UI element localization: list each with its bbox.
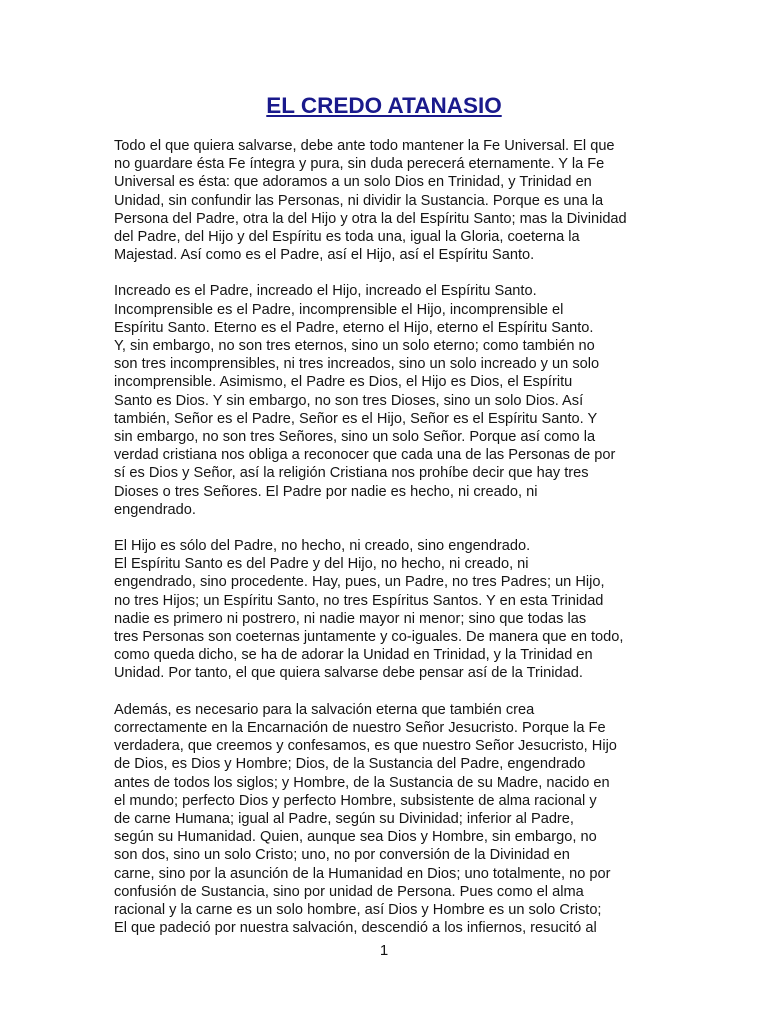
text-line: el mundo; perfecto Dios y perfecto Hombre, subsistente de alma racional y	[114, 792, 597, 809]
text-line: incomprensible. Asimismo, el Padre es Dios, el Hijo es Dios, el Espíritu	[114, 374, 573, 391]
text-line: El Hijo es sólo del Padre, no hecho, ni creado, sino engendrado.	[114, 538, 531, 555]
text-line: sí es Dios y Señor, así la religión Cristiana nos prohíbe decir que hay tres	[114, 465, 589, 482]
text-line: confusión de Sustancia, sino por unidad de Persona. Pues como el alma	[114, 883, 584, 900]
text-line: tres Personas son coeternas juntamente y co-iguales. De manera que en todo,	[114, 629, 624, 646]
text-line: Además, es necesario para la salvación eterna que también crea	[114, 701, 535, 718]
document-title	[0, 92, 768, 120]
text-line: como queda dicho, se ha de adorar la Unidad en Trinidad, y la Trinidad en	[114, 647, 593, 664]
text-line: no tres Hijos; un Espíritu Santo, no tres Espíritus Santos. Y en esta Trinidad	[114, 592, 604, 609]
text-line: engendrado.	[114, 501, 196, 518]
text-line: Dioses o tres Señores. El Padre por nadie es hecho, ni creado, ni	[114, 483, 538, 500]
text-line: El Espíritu Santo es del Padre y del Hijo, no hecho, ni creado, ni	[114, 556, 529, 573]
text-line: Unidad, sin confundir las Personas, ni dividir la Sustancia. Porque es una la	[114, 192, 604, 209]
text-line: no guardare ésta Fe íntegra y pura, sin duda perecerá eternamente. Y la Fe	[114, 156, 605, 173]
text-line: son tres incomprensibles, ni tres increados, sino un solo increado y un solo	[114, 356, 600, 373]
page-number: 1	[379, 942, 389, 959]
text-line: carne, sino por la asunción de la Humanidad en Dios; uno totalmente, no por	[114, 865, 611, 882]
text-line: Unidad. Por tanto, el que quiera salvarse debe pensar así de la Trinidad.	[114, 665, 583, 682]
text-line: Y, sin embargo, no son tres eternos, sino un solo eterno; como también no	[114, 338, 595, 355]
text-line: Universal es ésta: que adoramos a un solo Dios en Trinidad, y Trinidad en	[114, 174, 592, 191]
paragraph	[114, 701, 654, 938]
text-line: verdadera, que creemos y confesamos, es que nuestro Señor Jesucristo, Hijo	[114, 738, 617, 755]
text-line: racional y la carne es un solo hombre, así Dios y Hombre es un solo Cristo;	[114, 901, 602, 918]
text-line: Persona del Padre, otra la del Hijo y otra la del Espíritu Santo; mas la Divinidad	[114, 210, 627, 227]
text-line: Incomprensible es el Padre, incomprensible el Hijo, incomprensible el	[114, 301, 564, 318]
text-line: sin embargo, no son tres Señores, sino un solo Señor. Porque así como la	[114, 429, 596, 446]
text-line: también, Señor es el Padre, Señor es el Hijo, Señor es el Espíritu Santo. Y	[114, 410, 598, 427]
text-line: según su Humanidad. Quien, aunque sea Dios y Hombre, sin embargo, no	[114, 829, 597, 846]
text-line: Majestad. Así como es el Padre, así el Hijo, así el Espíritu Santo.	[114, 247, 535, 264]
text-line: Espíritu Santo. Eterno es el Padre, eterno el Hijo, eterno el Espíritu Santo.	[114, 319, 594, 336]
paragraph	[114, 282, 654, 519]
text-line: correctamente en la Encarnación de nuestro Señor Jesucristo. Porque la Fe	[114, 719, 606, 736]
text-line: verdad cristiana nos obliga a reconocer que cada una de las Personas de por	[114, 447, 616, 464]
text-line: Increado es el Padre, increado el Hijo, increado el Espíritu Santo.	[114, 283, 537, 300]
text-line: de Dios, es Dios y Hombre; Dios, de la Sustancia del Padre, engendrado	[114, 756, 586, 773]
document-title-text: EL CREDO ATANASIO	[266, 93, 502, 118]
text-line: del Padre, del Hijo y del Espíritu es toda una, igual la Gloria, coeterna la	[114, 229, 580, 246]
text-line: antes de todos los siglos; y Hombre, de la Sustancia de su Madre, nacido en	[114, 774, 610, 791]
text-line: Todo el que quiera salvarse, debe ante todo mantener la Fe Universal. El que	[114, 138, 615, 154]
text-line: engendrado, sino procedente. Hay, pues, un Padre, no tres Padres; un Hijo,	[114, 574, 605, 591]
text-line: nadie es primero ni postrero, ni nadie mayor ni menor; sino que todas las	[114, 610, 587, 627]
text-line: de carne Humana; igual al Padre, según su Divinidad; inferior al Padre,	[114, 810, 574, 827]
text-line: son dos, sino un solo Cristo; uno, no por conversión de la Divinidad en	[114, 847, 570, 864]
paragraph	[114, 537, 654, 683]
text-line: El que padeció por nuestra salvación, descendió a los infiernos, resucitó al	[114, 920, 597, 937]
text-line: Santo es Dios. Y sin embargo, no son tres Dioses, sino un solo Dios. Así	[114, 392, 584, 409]
paragraph	[114, 137, 654, 264]
document-body	[114, 137, 654, 955]
